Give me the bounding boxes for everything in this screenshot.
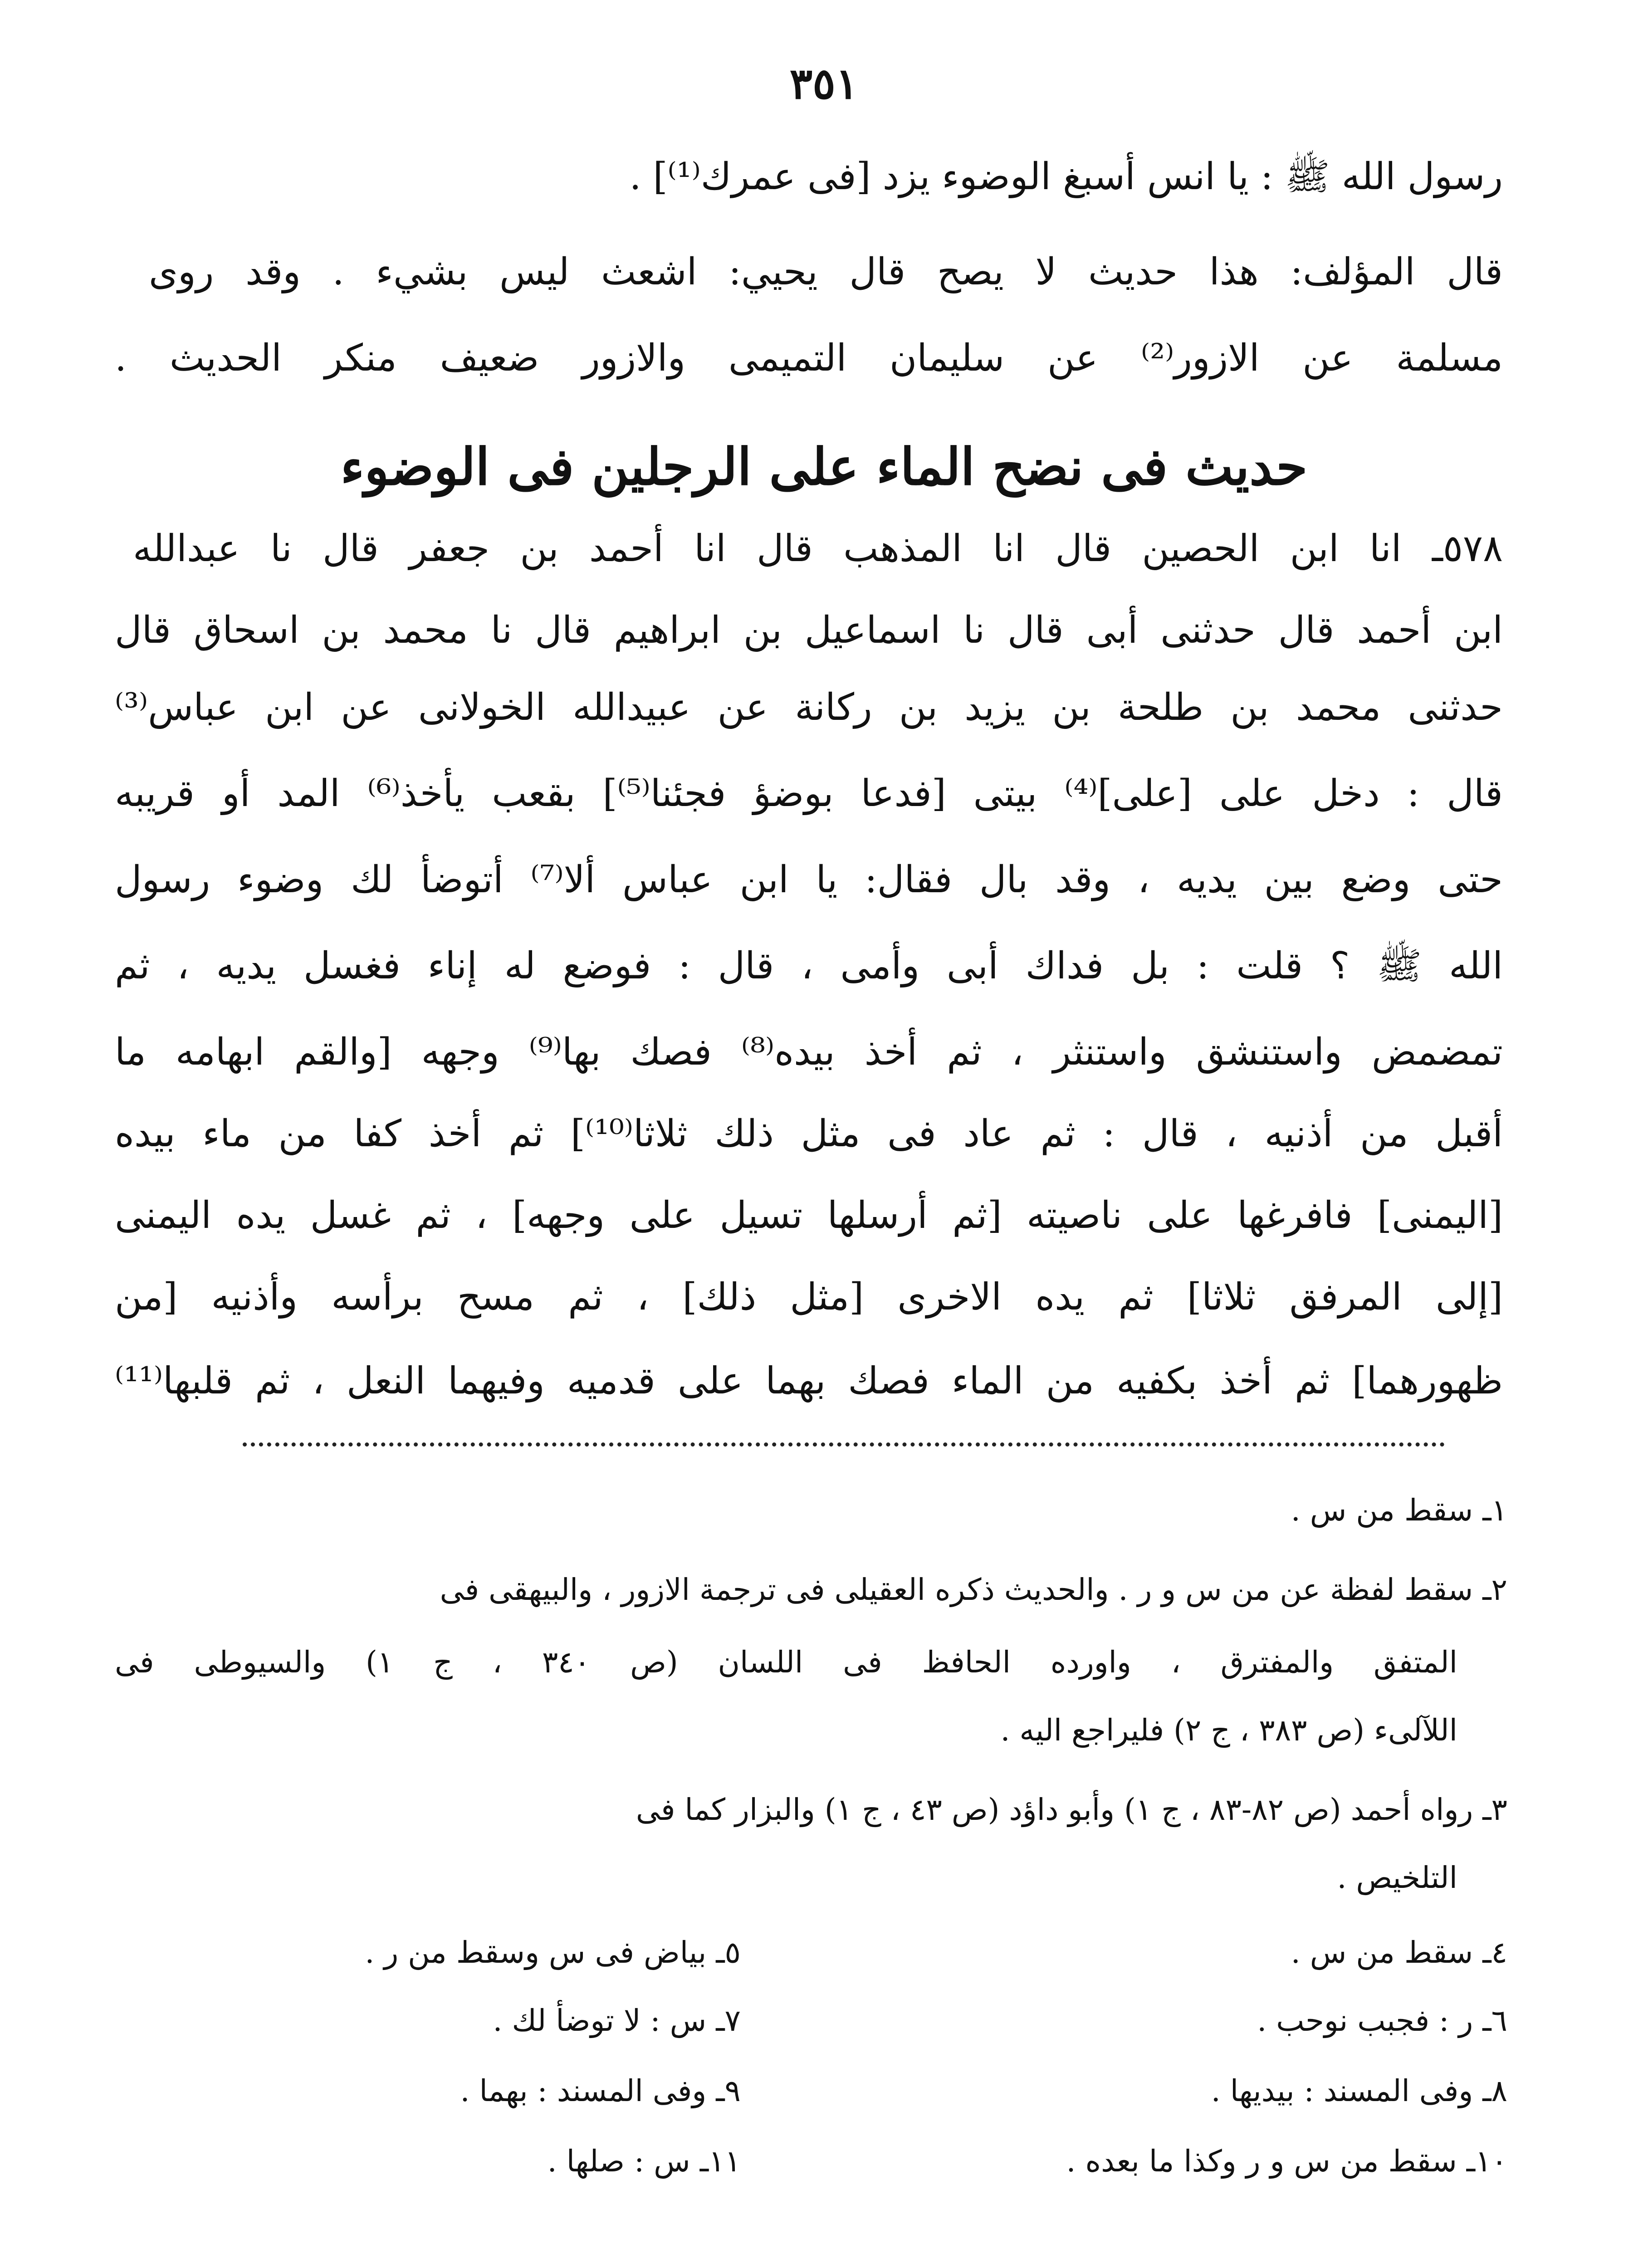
footnote — [460, 2068, 741, 2114]
footnote — [1291, 1488, 1507, 1533]
footnote-text: ر : فجبب نوحب . — [1257, 2003, 1473, 2038]
page-number: ٣٥١ — [789, 59, 859, 109]
text-line: ابن أحمد قال حدثنى أبى قال نا اسماعيل بن ابراهيم قال نا محمد بن اسحاق قال — [115, 609, 1503, 652]
footnote — [110, 1787, 1507, 1833]
footnote — [1291, 1930, 1507, 1975]
footnote — [1211, 2068, 1507, 2114]
footnote-number: ١ـ — [1482, 1493, 1507, 1528]
footnote-number: ٩ـ — [716, 2073, 741, 2108]
text-line: قال المؤلف: هذا حديث لا يصح قال يحيي: اشعث ليس بشيء . وقد روى — [149, 250, 1503, 293]
text-line: تمضمض واستنشق واستنثر ، ثم أخذ بيده⁽⁸⁾ فصك بها⁽⁹⁾ وجهه [والقم ابهامه ما — [115, 1031, 1503, 1074]
footnote — [548, 2139, 741, 2184]
footnote — [365, 1930, 741, 1975]
footnote-text: بياض فى س وسقط من ر . — [365, 1935, 707, 1970]
footnote-text: وفى المسند : بهما . — [460, 2073, 707, 2108]
footnote-text: سقط لفظة عن من س و ر . والحديث ذكره العقيلى فى ترجمة الازور ، والبيهقى فى — [440, 1572, 1473, 1607]
footnote-text: رواه أحمد (ص ٨٢-٨٣ ، ج ١) وأبو داؤد (ص ٤٣ ، ج ١) والبزار كما فى — [636, 1792, 1473, 1827]
footnote — [1066, 2139, 1507, 2184]
footnote-text: س : صلها . — [547, 2144, 690, 2179]
footnote-number: ١١ـ — [699, 2144, 741, 2179]
text-line: مسلمة عن الازور⁽²⁾ عن سليمان التميمى والازور ضعيف منكر الحديث . — [115, 337, 1503, 380]
footnote — [493, 1998, 741, 2043]
footnote — [1257, 1998, 1507, 2043]
footnote-text: المتفق والمفترق ، واورده الحافظ فى اللسان (ص ٣٤٠ ، ج ١) والسيوطى فى — [115, 1645, 1457, 1680]
text-line: حدثنى محمد بن طلحة بن يزيد بن ركانة عن عبيدالله الخولانى عن ابن عباس⁽³⁾ — [115, 686, 1503, 729]
footnote-text: سقط من س . — [1291, 1935, 1473, 1970]
footnote-text: سقط من س و ر وكذا ما بعده . — [1066, 2144, 1457, 2179]
footnote-number: ١٠ـ — [1466, 2144, 1507, 2179]
text-line: الله ﷺ ؟ قلت : بل فداك أبى وأمى ، قال : فوضع له إناء فغسل يديه ، ثم — [115, 944, 1503, 987]
footnote-number: ٢ـ — [1482, 1572, 1507, 1607]
footnote-number: ٧ـ — [716, 2003, 741, 2038]
text-line: رسول الله ﷺ : يا انس أسبغ الوضوء يزد [فى عمرك⁽¹⁾] . — [629, 155, 1503, 198]
text-line: [إلى المرفق ثلاثا] ثم يده الاخرى [مثل ذلك] ، ثم مسح برأسه وأذنيه [من — [115, 1276, 1503, 1319]
footnote-text: س : لا توضأ لك . — [493, 2003, 707, 2038]
text-line: قال : دخل على [على]⁽⁴⁾ بيتى [فدعا بوضؤ فجئنا⁽⁵⁾] بقعب يأخذ⁽⁶⁾ المد أو قريبه — [115, 772, 1503, 815]
footnote — [110, 1567, 1507, 1613]
footnote-separator — [243, 1442, 1445, 1447]
footnote-number: ٣ـ — [1482, 1792, 1507, 1827]
footnote-text: وفى المسند : بيديها . — [1211, 2073, 1473, 2108]
footnote-text: اللآلىء (ص ٣٨٣ ، ج ٢) فليراجع اليه . — [1000, 1713, 1457, 1748]
text-line: ٥٧٨ـ انا ابن الحصين قال انا المذهب قال انا أحمد بن جعفر قال نا عبدالله — [133, 527, 1503, 570]
footnote-number: ٤ـ — [1482, 1935, 1507, 1970]
section-heading: حديث فى نضح الماء على الرجلين فى الوضوء — [340, 437, 1308, 497]
footnote-number: ٨ـ — [1482, 2073, 1507, 2108]
text-line: [اليمنى] فافرغها على ناصيته [ثم أرسلها تسيل على وجهه] ، ثم غسل يده اليمنى — [115, 1194, 1503, 1237]
footnote-text: التلخيص . — [1337, 1860, 1457, 1895]
footnote-number: ٥ـ — [716, 1935, 741, 1970]
text-line: ظهورهما] ثم أخذ بكفيه من الماء فصك بهما على قدميه وفيهما النعل ، ثم قلبها⁽¹¹⁾ — [115, 1359, 1503, 1403]
footnote-number: ٦ـ — [1482, 2003, 1507, 2038]
text-line: حتى وضع بين يديه ، وقد بال فقال: يا ابن عباس ألا⁽⁷⁾ أتوضأ لك وضوء رسول — [115, 858, 1503, 901]
text-line: أقبل من أذنيه ، قال : ثم عاد فى مثل ذلك ثلاثا⁽¹⁰⁾] ثم أخذ كفا من ماء بيده — [115, 1112, 1503, 1155]
footnote-text: سقط من س . — [1291, 1493, 1473, 1528]
